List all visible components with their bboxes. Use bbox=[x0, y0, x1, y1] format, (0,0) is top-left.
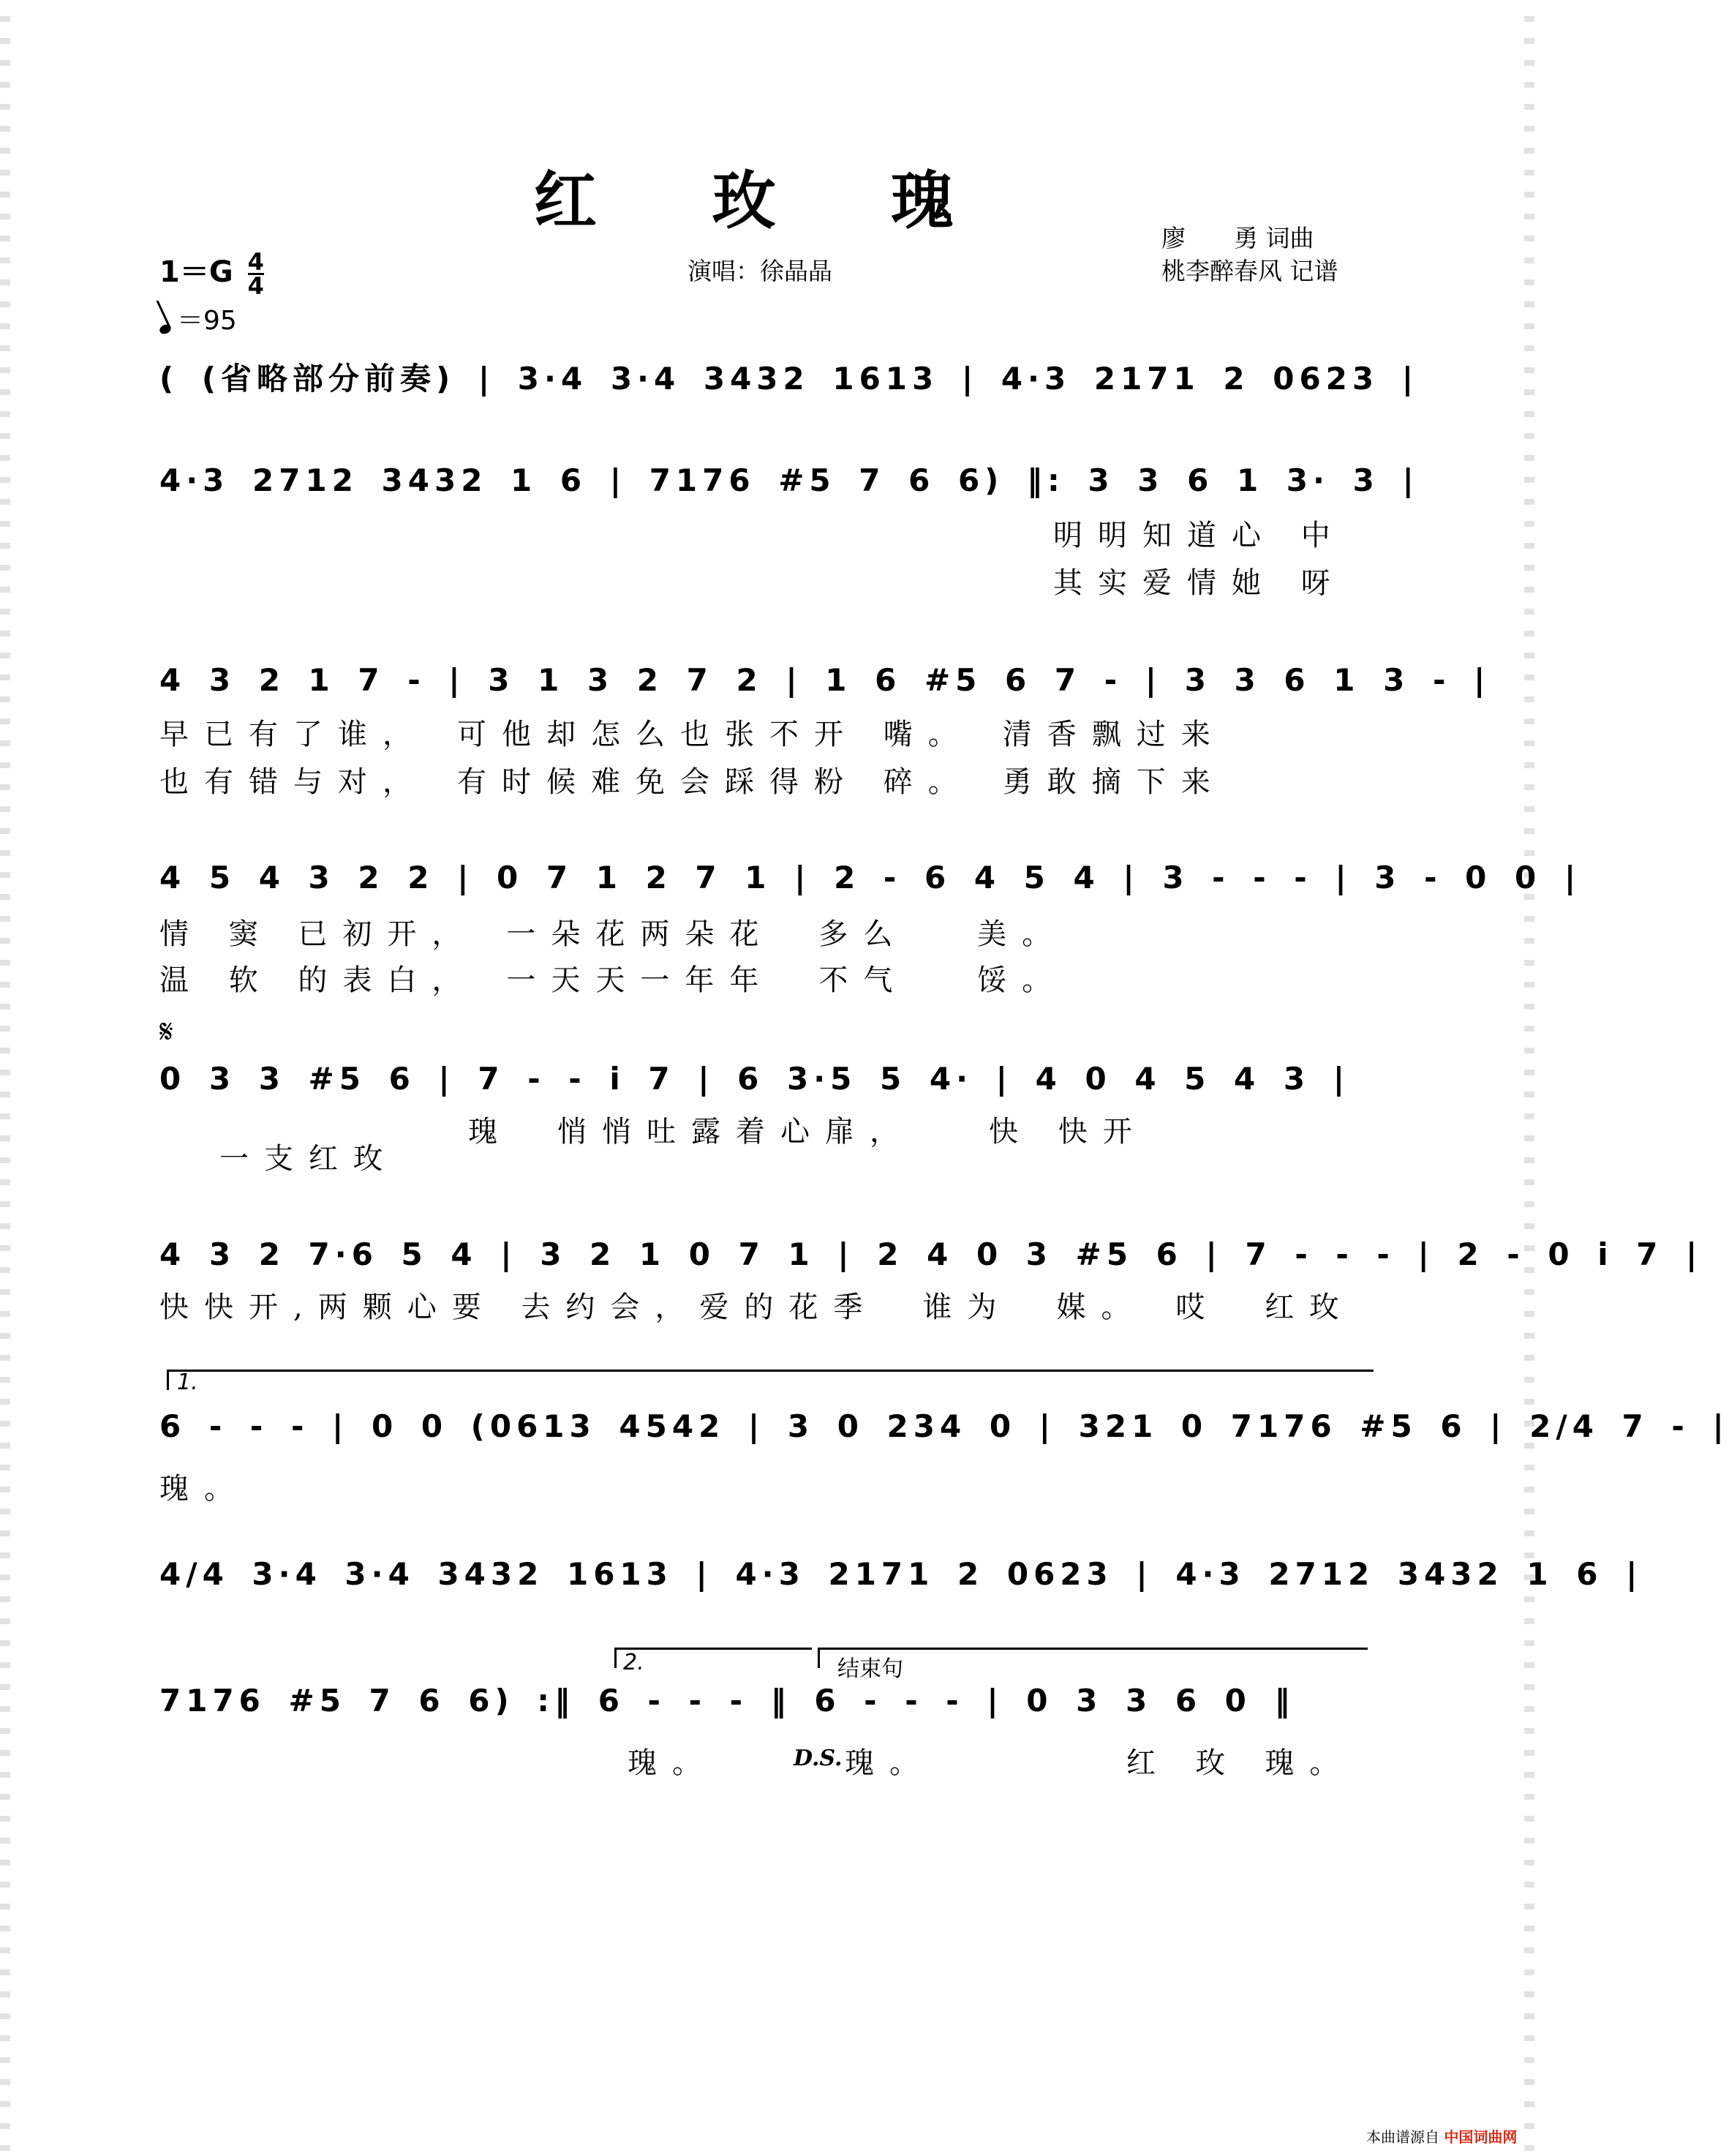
segno-sign: 𝄋 bbox=[159, 1013, 173, 1051]
coda-ending-bracket bbox=[818, 1648, 1368, 1650]
score-line-8: 4/4 3·4 3·4 3432 1613 | 4·3 2171 2 0623 | 4·3 2712 3432 1 6 | bbox=[159, 1556, 1643, 1592]
footer-source-text: 本曲谱源自 bbox=[1366, 2128, 1439, 2146]
second-ending-bracket-tick bbox=[614, 1648, 617, 1668]
tempo-mark bbox=[159, 300, 237, 337]
lyric-line-4-verse-1: 情 窦 已初开， 一朵花两朵花 多么 美。 bbox=[159, 917, 1067, 951]
meter-top: 4 bbox=[247, 247, 264, 276]
score-line-6: 4 3 2 7·6 5 4 | 3 2 1 0 7 1 | 2 4 0 3 #5 6 | 7 - - - | 2 - 0 i 7 | bbox=[159, 1236, 1703, 1272]
coda-ending-label: 结束句 bbox=[837, 1656, 903, 1682]
lyric-line-2-verse-2: 其实爱情她 呀 bbox=[1053, 566, 1346, 600]
song-title: 红 玫 瑰 bbox=[534, 164, 1001, 238]
time-signature bbox=[247, 247, 264, 300]
key-label: 1＝G bbox=[159, 255, 233, 289]
lyric-line-5-main: 瑰 悄悄吐露着心扉， 快 快开 bbox=[468, 1115, 1148, 1149]
transcriber-credit: 桃李醉春风 记谱 bbox=[1161, 257, 1338, 285]
tempo-value: ＝95 bbox=[177, 306, 237, 336]
lyric-line-7: 瑰。 bbox=[159, 1472, 249, 1506]
lyric-line-3-verse-1: 早已有了谁， 可他却怎么也张不开 嘴。 清香飘过来 bbox=[159, 718, 1226, 751]
score-line-5: 0 3 3 #5 6 | 7 - - i 7 | 6 3·5 5 4· | 4 0 4 5 4 3 | bbox=[159, 1061, 1350, 1097]
dal-segno-mark: D.S. bbox=[794, 1746, 843, 1771]
quarter-note-icon bbox=[158, 323, 173, 336]
right-edge-watermark bbox=[1524, 0, 1534, 2156]
second-ending-label: 2. bbox=[623, 1650, 644, 1675]
meter-bottom: 4 bbox=[247, 271, 264, 300]
author-credit: 廖 勇 词曲 bbox=[1161, 224, 1314, 252]
first-ending-bracket-tick bbox=[167, 1370, 169, 1390]
score-line-7: 6 - - - | 0 0 (0613 4542 | 3 0 234 0 | 321 0 7176 #5 6 | 2/4 7 - | bbox=[159, 1408, 1729, 1444]
score-line-3: 4 3 2 1 7 - | 3 1 3 2 7 2 | 1 6 #5 6 7 - | 3 3 6 1 3 - | bbox=[159, 662, 1491, 698]
lyric-line-9-second-ending: 瑰。 bbox=[628, 1746, 717, 1780]
lyric-line-9-ending: 红 玫 瑰。 bbox=[1126, 1746, 1355, 1780]
score-line-4: 4 5 4 3 2 2 | 0 7 1 2 7 1 | 2 - 6 4 5 4 | 3 - - - | 3 - 0 0 | bbox=[159, 860, 1581, 895]
left-edge-watermark bbox=[0, 0, 10, 2156]
score-line-2: 4·3 2712 3432 1 6 | 7176 #5 7 6 6) ‖: 3 3 6 1 3· 3 | bbox=[159, 462, 1419, 498]
lyric-line-5-pickup: 一支红玫 bbox=[219, 1142, 398, 1176]
first-ending-bracket bbox=[167, 1370, 1374, 1372]
footer-site-link[interactable]: 中国词曲网 bbox=[1444, 2128, 1518, 2146]
lyric-line-4-verse-2: 温 软 的表白， 一天天一年年 不气 馁。 bbox=[159, 964, 1067, 997]
singer-credit: 演唱：徐晶晶 bbox=[688, 257, 832, 285]
footer-source bbox=[1366, 2125, 1517, 2146]
score-line-1: ( (省略部分前奏) | 3·4 3·4 3432 1613 | 4·3 2171 2 0623 | bbox=[159, 361, 1419, 397]
key-signature bbox=[159, 247, 264, 300]
score-line-9: 7176 #5 7 6 6) :‖ 6 - - - ‖ 6 - - - | 0 3 3 6 0 ‖ bbox=[159, 1683, 1295, 1719]
coda-ending-bracket-tick bbox=[818, 1648, 820, 1668]
lyric-line-6: 快快开,两颗心要 去约会，爱的花季 谁为 媒。 哎 红玫 bbox=[159, 1291, 1355, 1324]
first-ending-label: 1. bbox=[177, 1370, 198, 1395]
lyric-line-2-verse-1: 明明知道心 中 bbox=[1053, 519, 1346, 552]
lyric-line-3-verse-2: 也有错与对， 有时候难免会踩得粉 碎。 勇敢摘下来 bbox=[159, 765, 1226, 799]
lyric-line-9-after-ds: 瑰。 bbox=[845, 1746, 934, 1780]
